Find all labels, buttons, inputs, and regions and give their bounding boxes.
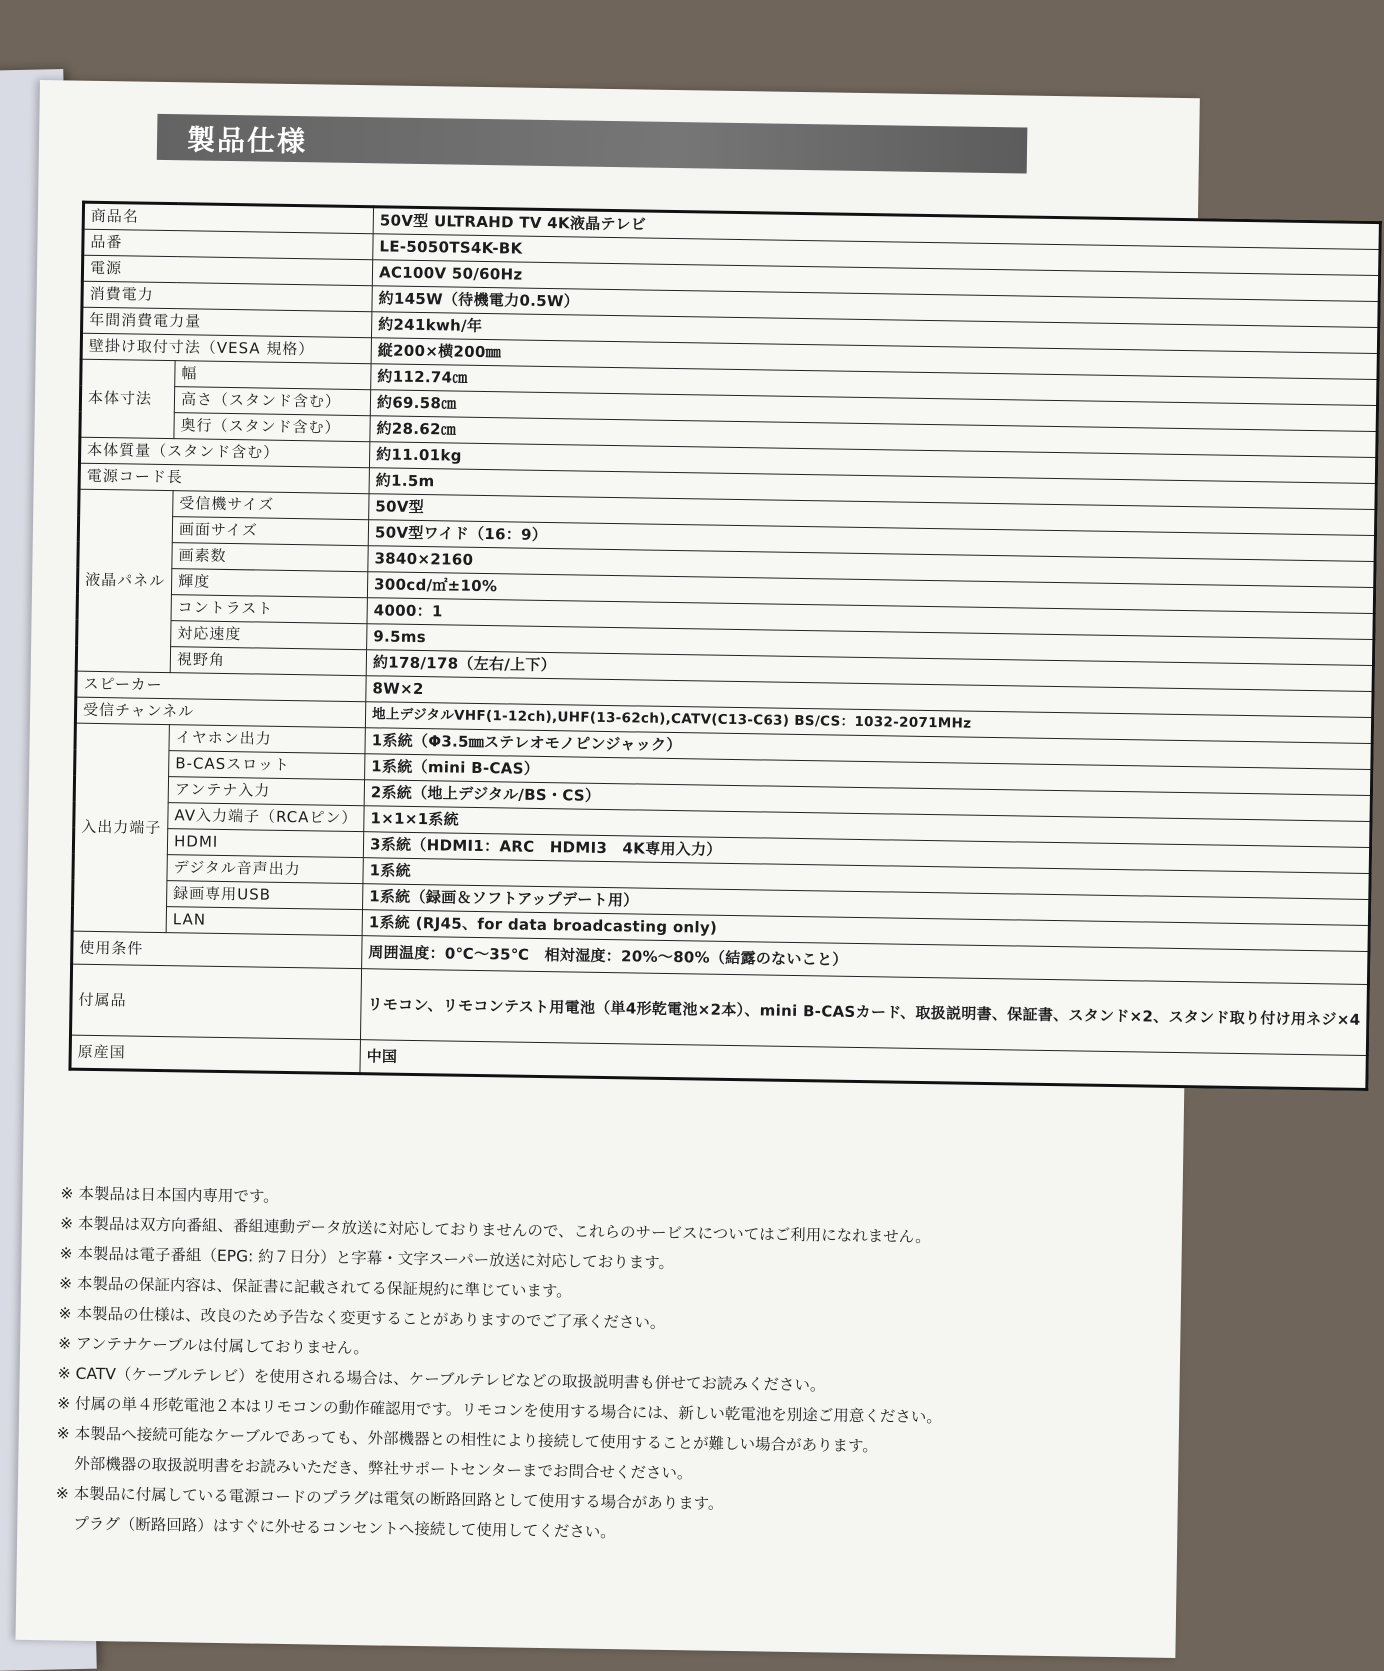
spec-value: 2系統（地上デジタル/BS・CS） — [364, 780, 1371, 822]
spec-sub-label: 対応速度 — [171, 621, 367, 650]
spec-sub-label: 録画専用USB — [167, 881, 363, 910]
spec-value: 8W×2 — [366, 676, 1373, 718]
note-item: ※ 本製品は双方向番組、番組連動データ放送に対応しておりませんので、これらのサービスについてはご利用になれません。 — [59, 1214, 931, 1247]
note-item-continued: プラグ（断路回路）はすぐに外せるコンセントへ接続して使用してください。 — [73, 1514, 616, 1542]
spec-label: 電源コード長 — [79, 463, 369, 494]
spec-value: 1系統 (RJ45、for data broadcasting only) — [362, 910, 1369, 952]
spec-value: 約145W（待機電力0.5W） — [372, 286, 1379, 328]
spec-sub-label: イヤホン出力 — [169, 725, 365, 754]
spec-value: 1系統（録画＆ソフトアップデート用） — [363, 884, 1370, 926]
spec-sub-label: 画素数 — [172, 543, 368, 572]
spec-value: リモコン、リモコンテスト用電池（単4形乾電池×2本）、mini B-CASカード、取扱説明書、保証書、スタンド×2、スタンド取り付け用ネジ×4 — [360, 969, 1368, 1056]
spec-label: 受信チャンネル — [75, 697, 365, 728]
spec-sub-label: AV入力端子（RCAピン） — [168, 803, 364, 832]
spec-sub-label: 画面サイズ — [172, 517, 368, 546]
spec-label: 壁掛け取付寸法（VESA 規格） — [81, 333, 371, 364]
spec-label: 電源 — [82, 255, 372, 286]
note-item-continued: 外部機器の取扱説明書をお読みいただき、弊社サポートセンターまでお問合せください。 — [74, 1454, 693, 1483]
spec-value: LE-5050TS4K-BK — [373, 234, 1380, 276]
note-item: ※ 本製品は日本国内専用です。 — [60, 1184, 279, 1206]
spec-sub-label: デジタル音声出力 — [167, 855, 363, 884]
note-item: ※ 本製品の保証内容は、保証書に記載されてる保証規約に準じています。 — [58, 1274, 572, 1301]
spec-value: 周囲温度：0℃～35℃ 相対湿度：20%～80%（結露のないこと） — [362, 936, 1369, 985]
page-title: 製品仕様 — [186, 123, 308, 159]
spec-value: 1系統（Φ3.5㎜ステレオモノピンジャック） — [365, 728, 1372, 770]
spec-sub-label: コントラスト — [171, 595, 367, 624]
spec-value: 1系統 — [363, 858, 1370, 900]
spec-value: 約28.62㎝ — [370, 416, 1377, 458]
spec-value: 1系統（mini B-CAS） — [365, 754, 1372, 796]
spec-category: 入出力端子 — [72, 723, 169, 932]
spec-category: 液晶パネル — [76, 489, 173, 672]
spec-value: 約178/178（左右/上下） — [366, 650, 1373, 692]
spec-sub-label: 視野角 — [170, 647, 366, 676]
spec-sub-label: 受信機サイズ — [173, 491, 369, 520]
spec-value: 50V型 — [369, 494, 1376, 536]
note-item: ※ 本製品へ接続可能なケーブルであっても、外部機器との相性により接続して使用することが難しい場合があります。 — [56, 1424, 878, 1456]
note-item: ※ 付属の単４形乾電池２本はリモコンの動作確認用です。リモコンを使用する場合には、新しい乾電池を別途ご用意ください。 — [57, 1394, 942, 1427]
spec-label: 消費電力 — [82, 281, 372, 312]
spec-value: 300cd/㎡±10% — [367, 572, 1374, 614]
spec-value: 3840×2160 — [368, 546, 1375, 588]
spec-value: 約69.58㎝ — [370, 390, 1377, 432]
spec-label: 商品名 — [83, 202, 373, 234]
spec-value: 50V型ワイド（16：9） — [368, 520, 1375, 562]
spec-label: 本体質量（スタンド含む） — [79, 437, 369, 468]
notes-list — [55, 1178, 1081, 1554]
spec-sub-label: 幅 — [175, 361, 371, 390]
spec-label: 品番 — [83, 229, 373, 260]
spec-sub-label: LAN — [166, 907, 362, 936]
spec-sub-label: B-CASスロット — [169, 751, 365, 780]
spec-value: 約11.01kg — [369, 442, 1376, 484]
spec-value: 1×1×1系統 — [364, 806, 1371, 848]
note-item: ※ 本製品の仕様は、改良のため予告なく変更することがありますのでご了承ください。 — [58, 1304, 666, 1332]
spec-value: 縦200×横200㎜ — [371, 338, 1378, 380]
spec-sub-label: HDMI — [167, 829, 363, 858]
spec-value: 3系統（HDMI1：ARC HDMI3 4K専用入力） — [363, 832, 1370, 874]
note-item: ※ 本製品は電子番組（EPG: 約７日分）と字幕・文字スーパー放送に対応しております。 — [59, 1244, 675, 1273]
spec-sub-label: アンテナ入力 — [168, 777, 364, 806]
title-bar — [157, 114, 1028, 174]
spec-sub-label: 輝度 — [171, 569, 367, 598]
note-item: ※ アンテナケーブルは付属しておりません。 — [58, 1334, 369, 1358]
spec-table — [68, 201, 1382, 1091]
spec-page — [15, 80, 1361, 1658]
spec-value: 中国 — [360, 1040, 1367, 1090]
spec-value: AC100V 50/60Hz — [372, 260, 1379, 302]
note-item: ※ 本製品に付属している電源コードのプラグは電気の断路回路として使用する場合があります。 — [55, 1484, 724, 1513]
note-item: ※ CATV（ケーブルテレビ）を使用される場合は、ケーブルテレビなどの取扱説明書も併せてお読みください。 — [57, 1364, 826, 1395]
spec-label: スピーカー — [76, 671, 366, 702]
spec-value: 4000：1 — [367, 598, 1374, 640]
spec-label: 年間消費電力量 — [82, 307, 372, 338]
spec-sub-label: 高さ（スタンド含む） — [174, 387, 370, 416]
spec-value: 50V型 ULTRAHD TV 4K液晶テレビ — [373, 207, 1380, 250]
spec-value: 約241kwh/年 — [371, 312, 1378, 354]
spec-label: 使用条件 — [72, 931, 362, 969]
spec-label: 原産国 — [70, 1035, 360, 1074]
spec-value: 約1.5m — [369, 468, 1376, 510]
spec-value: 約112.74㎝ — [371, 364, 1378, 406]
spec-sub-label: 奥行（スタンド含む） — [174, 413, 370, 442]
spec-label: 付属品 — [71, 964, 362, 1040]
spec-category: 本体寸法 — [80, 359, 175, 438]
spec-value: 地上デジタルVHF(1-12ch),UHF(13-62ch),CATV(C13-C63) BS/CS：1032-2071MHz — [365, 702, 1372, 744]
spec-value: 9.5ms — [367, 624, 1374, 666]
